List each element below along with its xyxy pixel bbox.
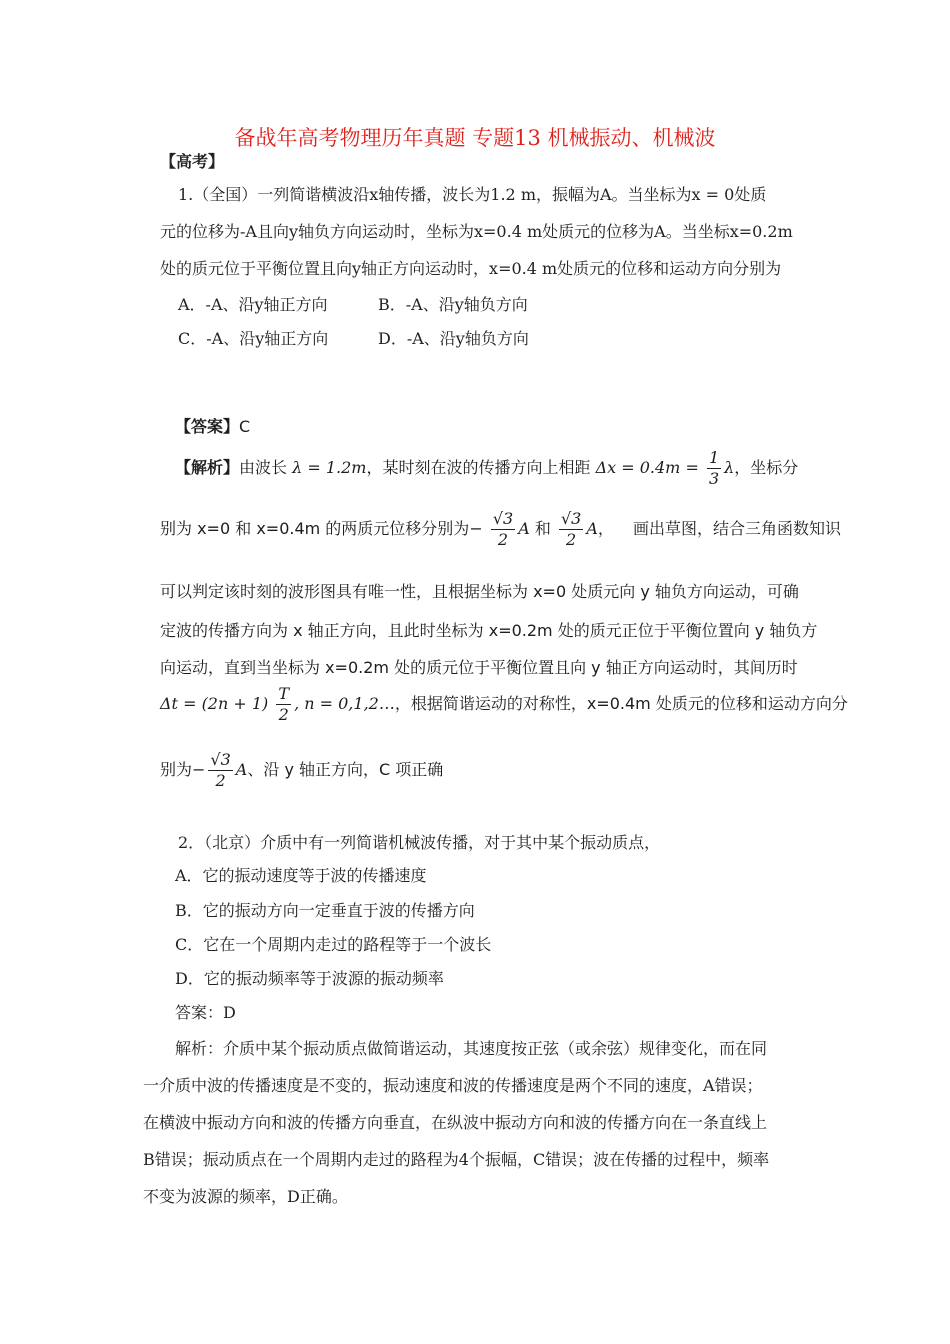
analysis-line-1 <box>175 446 798 490</box>
q2-explanation-5: 不变为波源的频率，D正确。 <box>143 1187 348 1206</box>
q1-option-c: C．-A、沿y轴正方向 <box>178 329 329 348</box>
q2-explanation-1: 解析：介质中某个振动质点做简谐运动，其速度按正弦（或余弦）规律变化，而在同 <box>175 1039 768 1058</box>
q2-explanation-2: 一介质中波的传播速度是不变的，振动速度和波的传播速度是两个不同的速度，A错误； <box>143 1076 763 1095</box>
wavelength-formula: λ = 1.2m <box>292 458 367 477</box>
analysis-tag: 【解析】 <box>175 458 240 477</box>
amplitude-symbol: A <box>235 760 248 779</box>
analysis-text: 由波长 <box>239 458 288 477</box>
analysis-text: ，根据简谐运动的对称性，x=0.4m 处质元的位移和运动方向分 <box>394 694 848 713</box>
analysis-line-2 <box>160 505 841 553</box>
q2-option-c: C．它在一个周期内走过的路程等于一个波长 <box>175 935 492 954</box>
numerator: √3 <box>210 750 231 769</box>
q2-option-d: D．它的振动频率等于波源的振动频率 <box>175 969 444 988</box>
q1-line-1: 1.（全国）一列简谐横波沿x轴传播，波长为1.2 m，振幅为A。当坐标为x = 0处质 <box>178 185 767 204</box>
analysis-line-4: 定波的传播方向为 x 轴正方向，且此时坐标为 x=0.2m 处的质元正位于平衡位置向 y 轴负方 <box>160 621 818 640</box>
denominator: 2 <box>497 530 509 549</box>
fraction-sqrt3-over-2 <box>559 509 583 550</box>
analysis-text: ，某时刻在波的传播方向上相距 <box>366 458 591 477</box>
numerator: √3 <box>560 509 582 528</box>
analysis-line-3: 可以判定该时刻的波形图具有唯一性，且根据坐标为 x=0 处质元向 y 轴负方向运动，可确 <box>160 582 799 601</box>
q2-line-1: 2．（北京）介质中有一列简谐机械波传播，对于其中某个振动质点， <box>178 833 661 852</box>
comma: ， <box>597 519 614 538</box>
minus-sign: − <box>192 760 206 779</box>
fraction-period-half <box>276 684 291 725</box>
q2-explanation-4: B错误；振动质点在一个周期内走过的路程为4个振幅，C错误；波在传播的过程中，频率 <box>143 1150 770 1169</box>
n-values: , n = 0,1,2… <box>294 694 395 713</box>
answer-tag: 【答案】 <box>175 417 240 436</box>
denominator: 2 <box>278 705 289 724</box>
analysis-text: 、沿 y 轴正方向，C 项正确 <box>247 760 444 779</box>
denominator: 2 <box>215 771 226 790</box>
section-label: 【高考】 <box>160 152 225 171</box>
minus-sign: − <box>469 519 483 538</box>
numerator: T <box>278 684 290 703</box>
analysis-text: ，坐标分 <box>734 458 799 477</box>
analysis-text: 别为 <box>160 760 193 779</box>
analysis-line-6 <box>160 680 848 728</box>
distance-formula: Δx = 0.4m = <box>595 458 699 477</box>
q1-line-2: 元的位移为-A且向y轴负方向运动时，坐标为x=0.4 m处质元的位移为A。当坐标x=0.2m <box>160 222 793 241</box>
answer-value: C <box>239 417 251 436</box>
q2-explanation-3: 在横波中振动方向和波的传播方向垂直，在纵波中振动方向和波的传播方向在一条直线上 <box>143 1113 768 1132</box>
analysis-line-7 <box>160 745 443 795</box>
amplitude-symbol: A <box>518 519 530 538</box>
numerator: √3 <box>492 509 514 528</box>
time-formula: Δt = (2n + 1) <box>160 694 269 713</box>
analysis-line-5: 向运动，直到当坐标为 x=0.2m 处的质元位于平衡位置且向 y 轴正方向运动时，其间历时 <box>160 658 798 677</box>
denominator: 2 <box>566 530 577 549</box>
q1-answer <box>175 414 250 437</box>
fraction-sqrt3-over-2 <box>491 509 515 550</box>
lambda-symbol: λ <box>724 458 735 477</box>
fraction-sqrt3-over-2 <box>208 750 232 791</box>
q2-option-b: B．它的振动方向一定垂直于波的传播方向 <box>175 901 475 920</box>
analysis-text: 画出草图，结合三角函数知识 <box>633 519 842 538</box>
numerator: 1 <box>708 448 720 467</box>
q1-option-a: A．-A、沿y轴正方向 <box>178 295 328 314</box>
analysis-text: 别为 x=0 和 x=0.4m 的两质元位移分别为 <box>160 519 470 538</box>
q2-answer: 答案：D <box>175 1003 236 1022</box>
page-title: 备战年高考物理历年真题 专题13 机械振动、机械波 <box>234 126 716 150</box>
and-text: 和 <box>534 519 551 538</box>
q1-line-3: 处的质元位于平衡位置且向y轴正方向运动时，x=0.4 m处质元的位移和运动方向分别为 <box>160 259 782 278</box>
q1-option-b: B．-A、沿y轴负方向 <box>378 295 528 314</box>
denominator: 3 <box>708 469 720 488</box>
q1-option-d: D．-A、沿y轴负方向 <box>378 329 529 348</box>
amplitude-symbol: A <box>586 519 598 538</box>
q2-option-a: A．它的振动速度等于波的传播速度 <box>175 866 427 885</box>
fraction-one-third <box>707 448 721 489</box>
